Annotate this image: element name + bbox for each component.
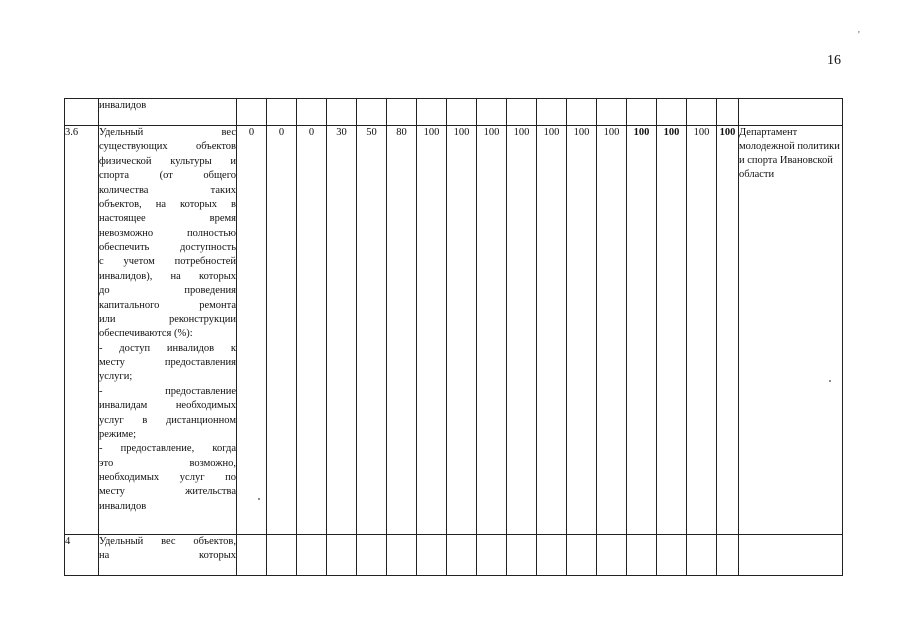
description-line: обеспечиваются (%): [99, 328, 193, 340]
value-cell: 0 [237, 126, 267, 535]
value-cell: 100 [717, 126, 739, 535]
executor-cell [739, 99, 843, 126]
table-row-continuation [65, 99, 843, 126]
row-number-cell [65, 99, 99, 126]
value-cell: 100 [687, 126, 717, 535]
value-cell: 30 [327, 126, 357, 535]
description-line: на которых [99, 550, 236, 562]
value-cell: 50 [357, 126, 387, 535]
description-line: обеспечить доступность [99, 242, 236, 253]
executor-cell [739, 535, 843, 576]
description-line: невозможно полностью [99, 227, 236, 239]
description-line: объектов, на которых в [99, 198, 236, 210]
value-cell: 0 [297, 126, 327, 535]
row-number-cell: 3.6 [65, 126, 99, 535]
description-line: - предоставление [99, 385, 236, 397]
description-line: услуги; [99, 371, 133, 383]
value-cell: 80 [387, 126, 417, 535]
description-line: настоящее время [99, 213, 236, 225]
scan-mark: ' [858, 30, 860, 41]
description-line: режиме; [99, 428, 137, 440]
row-description-cell [99, 535, 237, 576]
description-line: существующих объектов [99, 141, 236, 153]
table-row-3-6 [65, 126, 843, 535]
description-line: это возможно, [99, 457, 236, 469]
description-line: инвалидов [99, 500, 147, 512]
description-line: - доступ инвалидов к [99, 342, 236, 354]
scan-speck [258, 498, 260, 500]
description-line: месту жительства [99, 486, 236, 498]
executor-cell: Департамент молодежной политики и спорта Ивановской области [739, 126, 843, 535]
page-number: 16 [827, 53, 841, 68]
value-cell: 100 [447, 126, 477, 535]
description-line: физической культуры и [99, 155, 236, 167]
description-line: капитального ремонта [99, 299, 236, 311]
description-line: Удельный вес объектов, [99, 536, 236, 547]
description-line: месту предоставления [99, 357, 236, 368]
description-line: до проведения [99, 285, 236, 297]
description-line: инвалидов), на которых [99, 270, 236, 282]
indicators-table [64, 98, 843, 576]
description-line: услуг в дистанционном [99, 414, 236, 426]
value-cell: 100 [567, 126, 597, 535]
description-line: или реконструкции [99, 313, 236, 325]
scan-speck [829, 380, 831, 382]
description-line: Удельный вес [99, 127, 236, 138]
table-row-4 [65, 535, 843, 576]
row-description-cell [99, 126, 237, 535]
value-cell: 100 [507, 126, 537, 535]
value-cell: 100 [657, 126, 687, 535]
description-line: спорта (от общего [99, 170, 236, 182]
row-number-cell: 4 [65, 535, 99, 576]
row-description-cell: инвалидов [99, 99, 237, 126]
value-cell: 0 [267, 126, 297, 535]
value-cell: 100 [627, 126, 657, 535]
value-cell: 100 [417, 126, 447, 535]
value-cell: 100 [477, 126, 507, 535]
value-cell: 100 [537, 126, 567, 535]
description-line: количества таких [99, 184, 236, 196]
description-line: необходимых услуг по [99, 472, 236, 483]
value-cell: 100 [597, 126, 627, 535]
description-line: - предоставление, когда [99, 443, 236, 455]
description-line: с учетом потребностей [99, 256, 236, 268]
description-line: инвалидам необходимых [99, 400, 236, 412]
